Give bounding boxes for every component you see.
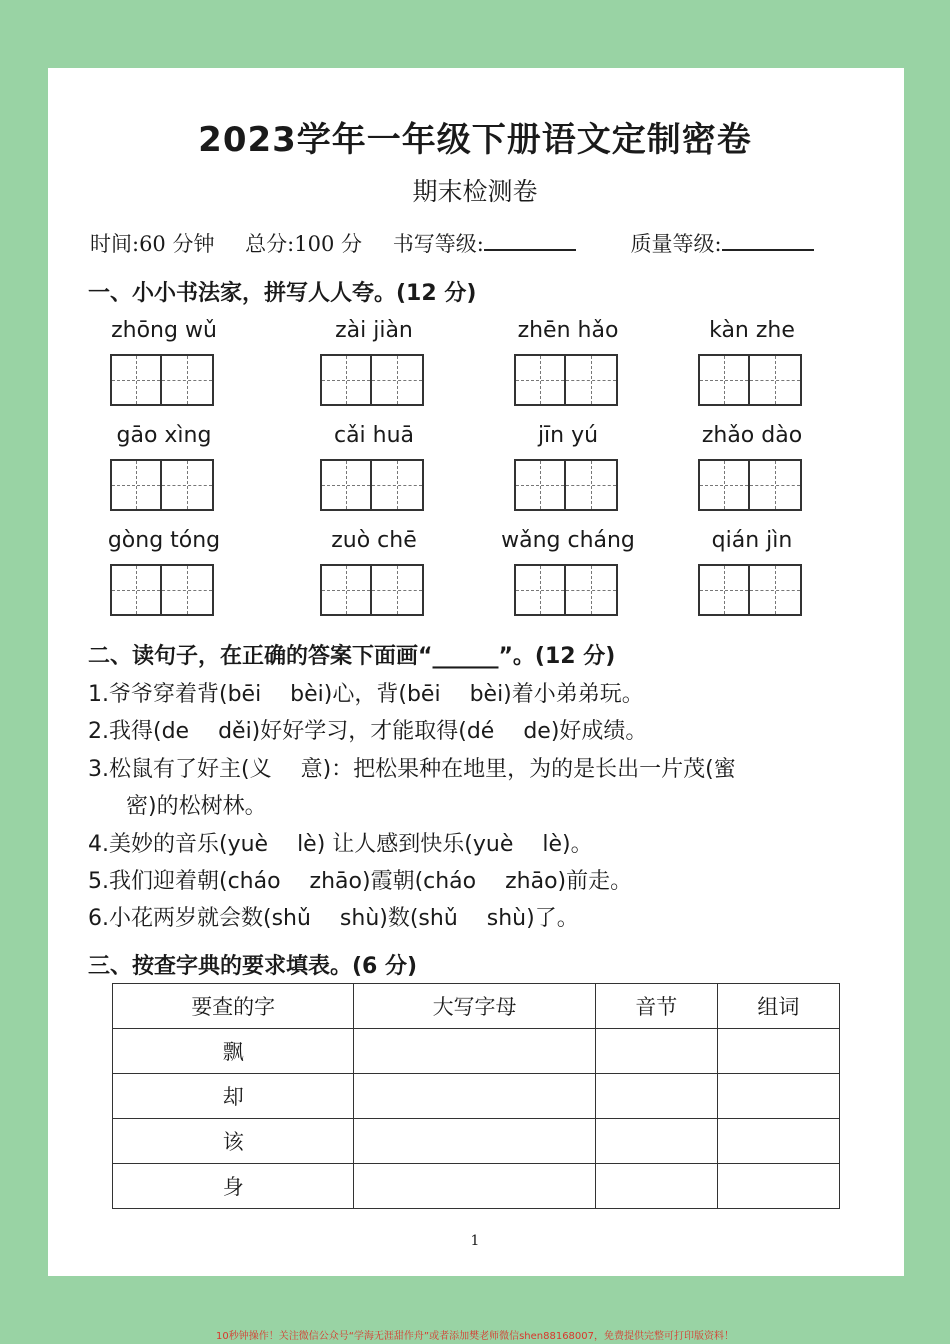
question-line: 密)的松树林。 [104,794,267,819]
pinyin-label: zài jiàn [335,318,413,343]
table-header-row [113,984,840,1029]
writing-box[interactable] [566,564,618,616]
time-info: 时间:60 分钟 [90,232,215,256]
dictionary-table [112,983,840,1209]
answer-cell[interactable] [595,1074,717,1119]
answer-cell[interactable] [595,1119,717,1164]
writing-box[interactable] [372,459,424,511]
writing-grade [393,228,600,258]
writing-box[interactable] [320,564,372,616]
pinyin-label: qián jìn [711,528,793,553]
pinyin-label: zuò chē [331,528,417,553]
pinyin-item [696,316,808,406]
pinyin-item [696,421,808,511]
char-cell: 却 [113,1074,354,1119]
answer-cell[interactable] [595,1029,717,1074]
writing-box[interactable] [698,459,750,511]
total-score-info: 总分:100 分 [245,232,363,256]
section2-heading: 二、读句子，在正确的答案下面画“______”。(12 分) [88,644,616,669]
writing-box[interactable] [110,564,162,616]
answer-cell[interactable] [354,1164,595,1209]
page-number: 1 [470,1233,480,1249]
quality-grade [630,228,837,258]
pinyin-item [512,316,624,406]
quality-grade-label: 质量等级: [630,232,722,256]
question-line: 2.我得(de děi)好好学习，才能取得(dé de)好成绩。 [88,719,648,744]
pinyin-label: wǎng cháng [501,528,635,553]
pinyin-label: kàn zhe [709,318,795,343]
writing-grade-blank[interactable] [484,231,576,251]
pinyin-item [318,526,430,616]
writing-box[interactable] [110,354,162,406]
pinyin-label: zhēn hǎo [517,318,619,343]
table-row [113,1029,840,1074]
question-line: 5.我们迎着朝(cháo zhāo)霞朝(cháo zhāo)前走。 [88,869,633,894]
char-cell: 身 [113,1164,354,1209]
table-header: 音节 [595,984,717,1029]
writing-box[interactable] [698,564,750,616]
writing-box[interactable] [750,564,802,616]
pinyin-item [488,526,648,616]
pinyin-item [696,526,808,616]
footer-notice: 10秒钟操作！关注微信公众号“学海无涯甜作舟”或者添加樊老师微信shen88168007，免费提供完整可打印版资料！ [215,1331,735,1342]
pinyin-label: gòng tóng [107,528,221,553]
question-line: 1.爷爷穿着背(bēi bèi)心，背(bēi bèi)着小弟弟玩。 [88,682,644,707]
writing-box[interactable] [514,459,566,511]
writing-box[interactable] [750,459,802,511]
writing-box[interactable] [162,354,214,406]
table-row [113,1119,840,1164]
pinyin-item [108,316,220,406]
answer-cell[interactable] [354,1119,595,1164]
pinyin-item [318,421,430,511]
table-row [113,1164,840,1209]
writing-box[interactable] [162,459,214,511]
answer-cell[interactable] [717,1074,839,1119]
writing-box[interactable] [162,564,214,616]
section3-heading: 三、按查字典的要求填表。(6 分) [88,954,418,979]
writing-box[interactable] [110,459,162,511]
pinyin-item [108,421,220,511]
answer-cell[interactable] [354,1029,595,1074]
table-header: 大写字母 [354,984,595,1029]
char-cell: 该 [113,1119,354,1164]
pinyin-label: cǎi huā [333,423,415,448]
pinyin-item [512,421,624,511]
writing-box[interactable] [698,354,750,406]
answer-cell[interactable] [717,1119,839,1164]
section1-heading: 一、小小书法家，拼写人人夸。(12 分) [88,281,477,306]
writing-box[interactable] [750,354,802,406]
page-subtitle: 期末检测卷 [412,177,538,206]
table-header: 组词 [717,984,839,1029]
pinyin-label: gāo xìng [116,423,212,448]
answer-cell[interactable] [595,1164,717,1209]
pinyin-item [98,526,230,616]
answer-cell[interactable] [354,1074,595,1119]
writing-grade-label: 书写等级: [392,232,484,256]
answer-cell[interactable] [717,1029,839,1074]
writing-box[interactable] [566,459,618,511]
writing-box[interactable] [566,354,618,406]
question-line: 6.小花两岁就会数(shǔ shù)数(shǔ shù)了。 [88,906,579,931]
answer-cell[interactable] [717,1164,839,1209]
question-line: 4.美妙的音乐(yuè lè) 让人感到快乐(yuè lè)。 [88,832,593,857]
writing-box[interactable] [514,354,566,406]
pinyin-item [318,316,430,406]
writing-box[interactable] [320,354,372,406]
exam-info [90,228,870,258]
writing-box[interactable] [372,564,424,616]
pinyin-label: jīn yú [537,423,599,448]
writing-box[interactable] [514,564,566,616]
question-line: 3.松鼠有了好主(义 意)：把松果种在地里，为的是长出一片茂(蜜 [88,757,736,782]
table-header: 要查的字 [113,984,354,1029]
writing-box[interactable] [320,459,372,511]
pinyin-label: zhǎo dào [701,423,803,448]
table-row [113,1074,840,1119]
page-title: 2023学年一年级下册语文定制密卷 [198,120,752,160]
char-cell: 飘 [113,1029,354,1074]
writing-box[interactable] [372,354,424,406]
quality-grade-blank[interactable] [722,231,814,251]
pinyin-label: zhōng wǔ [111,318,217,343]
